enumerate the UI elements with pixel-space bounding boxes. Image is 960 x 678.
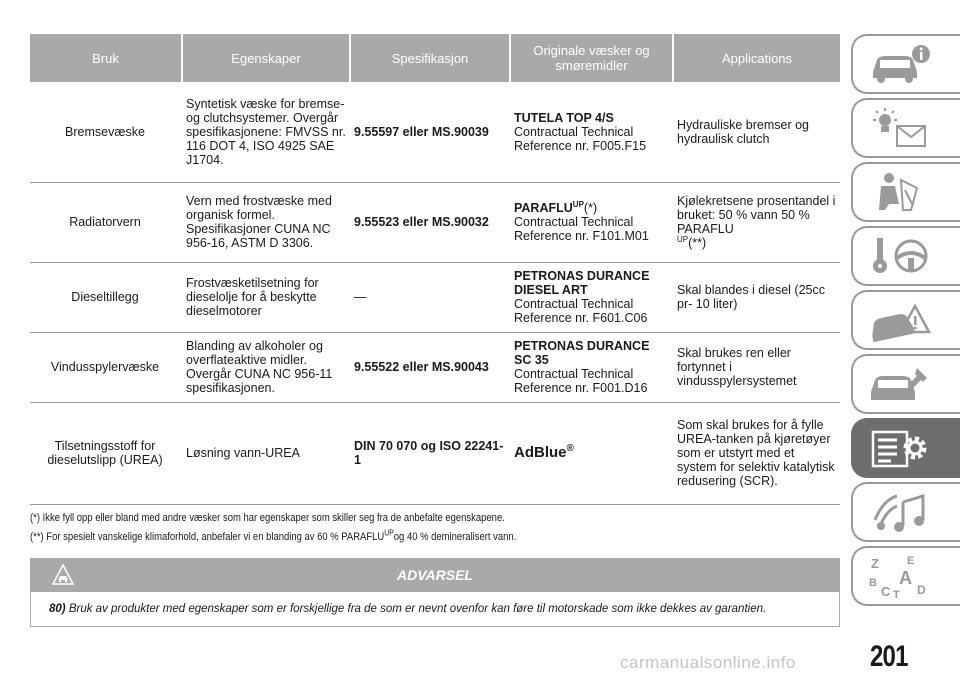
product-reference: Contractual Technical Reference nr. F005.F15 — [514, 124, 647, 153]
spec-value: DIN 70 070 og ISO 22241-1 — [354, 439, 504, 467]
table-row — [30, 402, 840, 504]
spec-value: 9.55522 eller MS.90043 — [354, 360, 489, 374]
header-applications: Applications — [673, 34, 840, 82]
product-reference: Contractual Technical Reference nr. F601.C06 — [514, 297, 648, 325]
tab-car-info[interactable] — [851, 34, 960, 94]
cell-product — [510, 262, 673, 332]
cell-specification — [350, 402, 510, 504]
cell-usage: Vindusspylervæske — [30, 332, 182, 402]
index-letter: Z — [871, 556, 879, 571]
footnote-2-superscript: UP — [384, 527, 394, 537]
spec-value: 9.55597 eller MS.90039 — [354, 124, 489, 139]
application-footnote-mark: (**) — [688, 236, 707, 250]
tab-safety[interactable] — [851, 162, 960, 222]
multimedia-icon — [867, 490, 933, 534]
cell-properties: Frostvæsketilsetning for dieselolje for å beskytte dieselmotorer — [182, 262, 350, 332]
page-number: 201 — [870, 640, 908, 673]
product-footnote-mark: (*) — [583, 201, 598, 215]
spec-value: 9.55523 eller MS.90032 — [354, 215, 489, 229]
cell-specification — [350, 82, 510, 182]
cell-usage: Tilsetningsstoff for dieselutslipp (UREA) — [30, 402, 182, 504]
product-superscript: UP — [572, 199, 584, 209]
table-row — [30, 82, 840, 182]
alphabetical-index-icon — [867, 554, 933, 598]
product-reference: Contractual Technical Reference nr. F001.D16 — [514, 367, 648, 395]
tab-dashboard-lights[interactable] — [851, 98, 960, 158]
cell-usage: Bremsevæske — [30, 82, 182, 182]
header-usage: Bruk — [30, 34, 182, 82]
safety-airbag-icon — [867, 170, 933, 214]
watermark: carmanualsonline.info — [620, 653, 796, 672]
index-letter: T — [893, 589, 900, 598]
page-content — [30, 34, 840, 627]
registered-mark: ® — [566, 443, 574, 454]
index-letter: D — [917, 583, 926, 597]
cell-application: Hydrauliske bremser og hydraulisk clutch — [673, 82, 840, 182]
cell-specification — [350, 182, 510, 262]
header-original-fluids: Originale væsker og smøremidler — [510, 34, 673, 82]
footnote-2-text: (**) For spesielt vanskelige klimaforhold, anbefaler vi en blanding av 60 % PARAFLU — [30, 530, 385, 543]
application-superscript: UP — [677, 234, 689, 244]
warning-body — [30, 592, 840, 627]
tab-emergencies[interactable] — [851, 290, 960, 350]
tab-technical-specs[interactable] — [851, 418, 960, 478]
index-letter: C — [881, 584, 891, 598]
product-name: PETRONAS DURANCE SC 35 — [514, 339, 650, 367]
product-name: PETRONAS DURANCE DIESEL ART — [514, 269, 650, 297]
footnotes — [30, 511, 830, 544]
footnote-2 — [30, 527, 830, 544]
index-letter: E — [907, 555, 915, 567]
tab-starting-driving[interactable] — [851, 226, 960, 286]
cell-usage: Dieseltillegg — [30, 262, 182, 332]
table-row — [30, 262, 840, 332]
cell-properties: Vern med frostvæske med organisk formel. Spesifikasjoner CUNA NC 956-16, ASTM D 3306. — [182, 182, 350, 262]
application-text: Kjølekretsene prosentandel i bruket: 50 % vann 50 % PARAFLU — [677, 194, 836, 236]
index-letter: A — [899, 568, 912, 588]
technical-specs-gear-icon — [867, 426, 933, 470]
cell-application: Skal blandes i diesel (25cc pr- 10 liter) — [673, 262, 840, 332]
key-steering-wheel-icon — [867, 234, 933, 278]
table-row — [30, 332, 840, 402]
cell-product — [510, 182, 673, 262]
cell-product — [510, 402, 673, 504]
cell-product — [510, 82, 673, 182]
cell-properties: Løsning vann-UREA — [182, 402, 350, 504]
cell-application: Skal brukes ren eller fortynnet i vindusspylersystemet — [673, 332, 840, 402]
table-header-row — [30, 34, 840, 82]
product-name: TUTELA TOP 4/S — [514, 110, 614, 125]
tab-maintenance[interactable] — [851, 354, 960, 414]
footnote-2-text-end: og 40 % demineralisert vann. — [393, 530, 517, 543]
dashboard-lights-icon — [867, 106, 933, 150]
cell-product — [510, 332, 673, 402]
cell-usage: Radiatorvern — [30, 182, 182, 262]
warning-header — [30, 558, 840, 592]
warning-car-icon — [52, 564, 74, 586]
product-name: AdBlue — [514, 444, 567, 461]
footnote-1: (*) Ikke fyll opp eller bland med andre væsker som har egenskaper som skiller seg fra de anbefalte egenskapene. — [30, 511, 505, 524]
warning-title: ADVARSEL — [397, 566, 473, 583]
cell-application — [673, 182, 840, 262]
cell-properties: Blanding av alkoholer og overflateaktive midler. Overgår CUNA NC 956-11 spesifikasjonen. — [182, 332, 350, 402]
index-letter: B — [869, 577, 877, 589]
tab-multimedia[interactable] — [851, 482, 960, 542]
header-specification: Spesifikasjon — [350, 34, 510, 82]
tab-index[interactable] — [851, 546, 960, 606]
cell-application: Som skal brukes for å fylle UREA-tanken på kjøretøyer som er utstyrt med et system for selektiv katalytisk redusering (SCR). — [673, 402, 840, 504]
table-row — [30, 182, 840, 262]
cell-properties: Syntetisk væske for bremse- og clutchsystemer. Overgår spesifikasjonene: FMVSS nr. 116 DOT 4, ISO 4925 SAE J1704. — [182, 82, 350, 182]
cell-specification — [350, 332, 510, 402]
product-name-adblue — [514, 444, 574, 461]
chapter-sidebar — [851, 34, 960, 610]
product-name: PARAFLU — [514, 201, 573, 215]
product-reference: Contractual Technical Reference nr. F101.M01 — [514, 215, 649, 243]
fluids-spec-table — [30, 34, 840, 505]
warning-number: 80) — [49, 602, 66, 615]
warning-text: Bruk av produkter med egenskaper som er forskjellige fra de som er nevnt ovenfor kan føre til motorskade som ikke dekkes av garantien. — [68, 602, 767, 615]
car-info-icon — [867, 42, 933, 86]
breakdown-warning-icon — [867, 298, 933, 342]
header-properties: Egenskaper — [182, 34, 350, 82]
maintenance-car-icon — [867, 362, 933, 406]
cell-specification: — — [350, 262, 510, 332]
